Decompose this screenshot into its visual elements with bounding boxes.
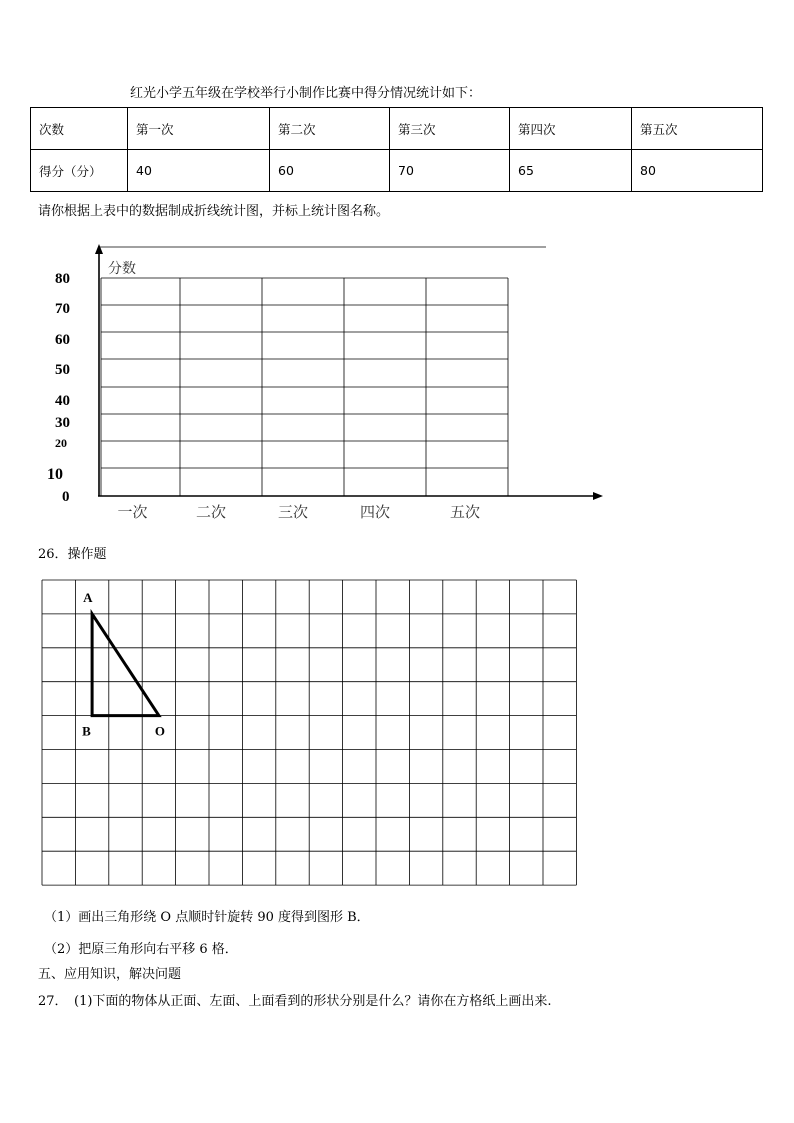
x-tick-label: 三次 xyxy=(277,503,309,521)
table-cell: 70 xyxy=(390,150,510,192)
intro-text: 红光小学五年级在学校举行小制作比赛中得分情况统计如下： xyxy=(130,86,482,101)
table-row xyxy=(31,150,763,192)
chart-y-tick-labels xyxy=(47,271,70,505)
point-label: A xyxy=(83,589,93,605)
question-1: （1）画出三角形绕 O 点顺时针旋转 90 度得到图形 B． xyxy=(44,910,370,925)
y-tick-label: 70 xyxy=(55,301,70,317)
table-cell: 第四次 xyxy=(510,108,632,150)
table-cell: 65 xyxy=(510,150,632,192)
y-tick-label: 80 xyxy=(55,271,70,287)
y-tick-label: 0 xyxy=(62,489,70,505)
grid-lines xyxy=(42,580,576,885)
score-table xyxy=(30,107,763,192)
x-tick-label: 四次 xyxy=(359,503,391,521)
question-number: 27． xyxy=(38,994,68,1009)
table-cell: 第一次 xyxy=(128,108,270,150)
table-cell: 60 xyxy=(270,150,390,192)
x-tick-label: 二次 xyxy=(195,503,227,521)
y-tick-label: 40 xyxy=(55,393,70,409)
y-tick-label: 50 xyxy=(55,362,70,378)
table-cell: 第三次 xyxy=(390,108,510,150)
point-label: O xyxy=(154,723,166,739)
point-label: B xyxy=(82,723,91,739)
y-tick-label: 10 xyxy=(47,466,63,483)
section-26-title: 26．操作题 xyxy=(38,547,107,562)
triangle-abo xyxy=(92,614,159,716)
y-tick-label: 30 xyxy=(55,415,70,431)
x-tick-label: 一次 xyxy=(117,503,148,521)
table-cell: 40 xyxy=(128,150,270,192)
question-text: (1)下面的物体从正面、左面、上面看到的形状分别是什么？请你在方格纸上画出来. xyxy=(74,994,552,1009)
table-cell: 第二次 xyxy=(270,108,390,150)
section-5-title: 五、应用知识，解决问题 xyxy=(38,967,182,982)
table-cell: 得分（分） xyxy=(31,150,128,192)
chart-prompt: 请你根据上表中的数据制成折线统计图，并标上统计图名称。 xyxy=(38,204,390,219)
question-2: （2）把原三角形向右平移 6 格． xyxy=(44,942,238,957)
table-cell: 80 xyxy=(632,150,763,192)
x-tick-label: 五次 xyxy=(449,503,481,521)
table-cell: 第五次 xyxy=(632,108,763,150)
square-grid xyxy=(40,578,580,890)
chart-grid xyxy=(101,278,508,496)
y-tick-label: 60 xyxy=(55,332,70,348)
table-header-row xyxy=(31,108,763,150)
table-cell: 次数 xyxy=(31,108,128,150)
y-axis-label: 分数 xyxy=(108,261,136,277)
y-tick-label: 20 xyxy=(55,436,67,450)
y-axis-arrow xyxy=(95,244,103,254)
line-chart xyxy=(0,230,620,530)
x-axis-arrow xyxy=(593,492,603,500)
chart-axes xyxy=(95,244,603,500)
chart-x-tick-labels xyxy=(117,503,480,521)
question-27 xyxy=(38,990,552,1009)
